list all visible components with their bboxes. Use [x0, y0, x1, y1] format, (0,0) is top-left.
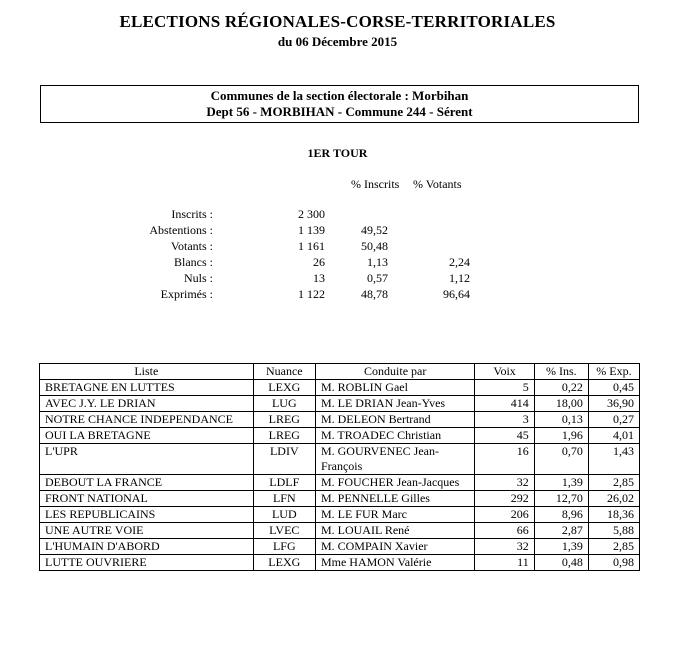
cell-liste: AVEC J.Y. LE DRIAN — [40, 396, 254, 412]
cell-ins: 0,22 — [534, 380, 588, 396]
cell-nuance: LDLF — [253, 475, 315, 491]
stat-label: Blancs : — [174, 255, 213, 269]
cell-voix: 206 — [475, 507, 534, 523]
cell-liste: BRETAGNE EN LUTTES — [40, 380, 254, 396]
cell-exp: 26,02 — [588, 491, 639, 507]
table-row — [40, 523, 640, 539]
cell-liste: L'UPR — [40, 444, 254, 475]
cell-ins: 18,00 — [534, 396, 588, 412]
stat-value: 2 300 — [298, 207, 325, 221]
cell-liste: LUTTE OUVRIERE — [40, 555, 254, 571]
cell-exp: 18,36 — [588, 507, 639, 523]
cell-exp: 36,90 — [588, 396, 639, 412]
table-row — [40, 507, 640, 523]
cell-voix: 5 — [475, 380, 534, 396]
cell-liste: NOTRE CHANCE INDEPENDANCE — [40, 412, 254, 428]
stat-value: 1 122 — [298, 287, 325, 301]
cell-conduite: M. LE FUR Marc — [315, 507, 474, 523]
cell-nuance: LVEC — [253, 523, 315, 539]
cell-voix: 292 — [475, 491, 534, 507]
stat-label: Votants : — [170, 239, 213, 253]
stats-header-pct-inscrits: % Inscrits — [351, 177, 400, 191]
table-row — [40, 396, 640, 412]
cell-conduite: M. LE DRIAN Jean-Yves — [315, 396, 474, 412]
stat-label: Abstentions : — [149, 223, 213, 237]
cell-liste: DEBOUT LA FRANCE — [40, 475, 254, 491]
cell-voix: 3 — [475, 412, 534, 428]
table-row — [40, 444, 640, 475]
col-header-nuance: Nuance — [253, 364, 315, 380]
page-title: ELECTIONS RÉGIONALES-CORSE-TERRITORIALES — [119, 12, 556, 31]
table-row — [40, 475, 640, 491]
col-header-conduite: Conduite par — [315, 364, 474, 380]
cell-exp: 0,98 — [588, 555, 639, 571]
table-row — [40, 380, 640, 396]
table-header-row — [40, 364, 640, 380]
cell-exp: 1,43 — [588, 444, 639, 475]
stat-label: Inscrits : — [171, 207, 213, 221]
cell-liste: FRONT NATIONAL — [40, 491, 254, 507]
cell-liste: L'HUMAIN D'ABORD — [40, 539, 254, 555]
cell-nuance: LDIV — [253, 444, 315, 475]
cell-ins: 2,87 — [534, 523, 588, 539]
table-row — [40, 412, 640, 428]
cell-voix: 414 — [475, 396, 534, 412]
cell-exp: 0,27 — [588, 412, 639, 428]
section-title: Communes de la section électorale : Morbihan — [210, 88, 469, 103]
cell-nuance: LREG — [253, 412, 315, 428]
cell-voix: 45 — [475, 428, 534, 444]
cell-ins: 12,70 — [534, 491, 588, 507]
cell-liste: OUI LA BRETAGNE — [40, 428, 254, 444]
col-header-pct-exp: % Exp. — [588, 364, 639, 380]
cell-exp: 2,85 — [588, 539, 639, 555]
cell-exp: 0,45 — [588, 380, 639, 396]
cell-conduite: M. DELEON Bertrand — [315, 412, 474, 428]
cell-ins: 0,48 — [534, 555, 588, 571]
table-row — [40, 491, 640, 507]
stat-value: 1 139 — [298, 223, 325, 237]
cell-liste: UNE AUTRE VOIE — [40, 523, 254, 539]
col-header-liste: Liste — [40, 364, 254, 380]
cell-nuance: LUD — [253, 507, 315, 523]
cell-ins: 1,96 — [534, 428, 588, 444]
cell-ins: 0,13 — [534, 412, 588, 428]
tour-heading: 1ER TOUR — [307, 146, 368, 160]
stat-pct-votants: 1,12 — [449, 271, 470, 285]
stat-label: Exprimés : — [160, 287, 213, 301]
cell-voix: 32 — [475, 539, 534, 555]
results-table — [39, 363, 640, 571]
stats-header-pct-votants: % Votants — [413, 177, 462, 191]
stat-pct-inscrits: 1,13 — [367, 255, 388, 269]
cell-exp: 4,01 — [588, 428, 639, 444]
cell-nuance: LFN — [253, 491, 315, 507]
col-header-voix: Voix — [475, 364, 534, 380]
cell-nuance: LEXG — [253, 555, 315, 571]
stat-value: 1 161 — [298, 239, 325, 253]
stat-pct-inscrits: 49,52 — [361, 223, 388, 237]
table-row — [40, 539, 640, 555]
stat-pct-inscrits: 48,78 — [361, 287, 388, 301]
cell-voix: 32 — [475, 475, 534, 491]
cell-conduite: M. GOURVENEC Jean-François — [315, 444, 474, 475]
stat-pct-votants: 96,64 — [443, 287, 470, 301]
cell-conduite: M. ROBLIN Gael — [315, 380, 474, 396]
cell-nuance: LEXG — [253, 380, 315, 396]
table-row — [40, 555, 640, 571]
stat-value: 26 — [313, 255, 325, 269]
section-box — [40, 85, 639, 123]
cell-ins: 1,39 — [534, 539, 588, 555]
stat-pct-votants: 2,24 — [449, 255, 470, 269]
cell-conduite: M. TROADEC Christian — [315, 428, 474, 444]
cell-exp: 2,85 — [588, 475, 639, 491]
col-header-pct-ins: % Ins. — [534, 364, 588, 380]
cell-nuance: LUG — [253, 396, 315, 412]
stat-pct-inscrits: 50,48 — [361, 239, 388, 253]
stat-label: Nuls : — [183, 271, 213, 285]
election-date: du 06 Décembre 2015 — [277, 34, 398, 49]
cell-ins: 0,70 — [534, 444, 588, 475]
commune-title: Dept 56 - MORBIHAN - Commune 244 - Sérent — [206, 104, 473, 119]
table-row — [40, 428, 640, 444]
cell-voix: 11 — [475, 555, 534, 571]
cell-nuance: LREG — [253, 428, 315, 444]
cell-ins: 8,96 — [534, 507, 588, 523]
cell-conduite: M. COMPAIN Xavier — [315, 539, 474, 555]
cell-voix: 16 — [475, 444, 534, 475]
cell-voix: 66 — [475, 523, 534, 539]
cell-conduite: M. FOUCHER Jean-Jacques — [315, 475, 474, 491]
cell-ins: 1,39 — [534, 475, 588, 491]
cell-conduite: M. LOUAIL René — [315, 523, 474, 539]
cell-conduite: Mme HAMON Valérie — [315, 555, 474, 571]
cell-conduite: M. PENNELLE Gilles — [315, 491, 474, 507]
cell-liste: LES REPUBLICAINS — [40, 507, 254, 523]
cell-exp: 5,88 — [588, 523, 639, 539]
cell-nuance: LFG — [253, 539, 315, 555]
stat-pct-inscrits: 0,57 — [367, 271, 388, 285]
stat-value: 13 — [313, 271, 325, 285]
